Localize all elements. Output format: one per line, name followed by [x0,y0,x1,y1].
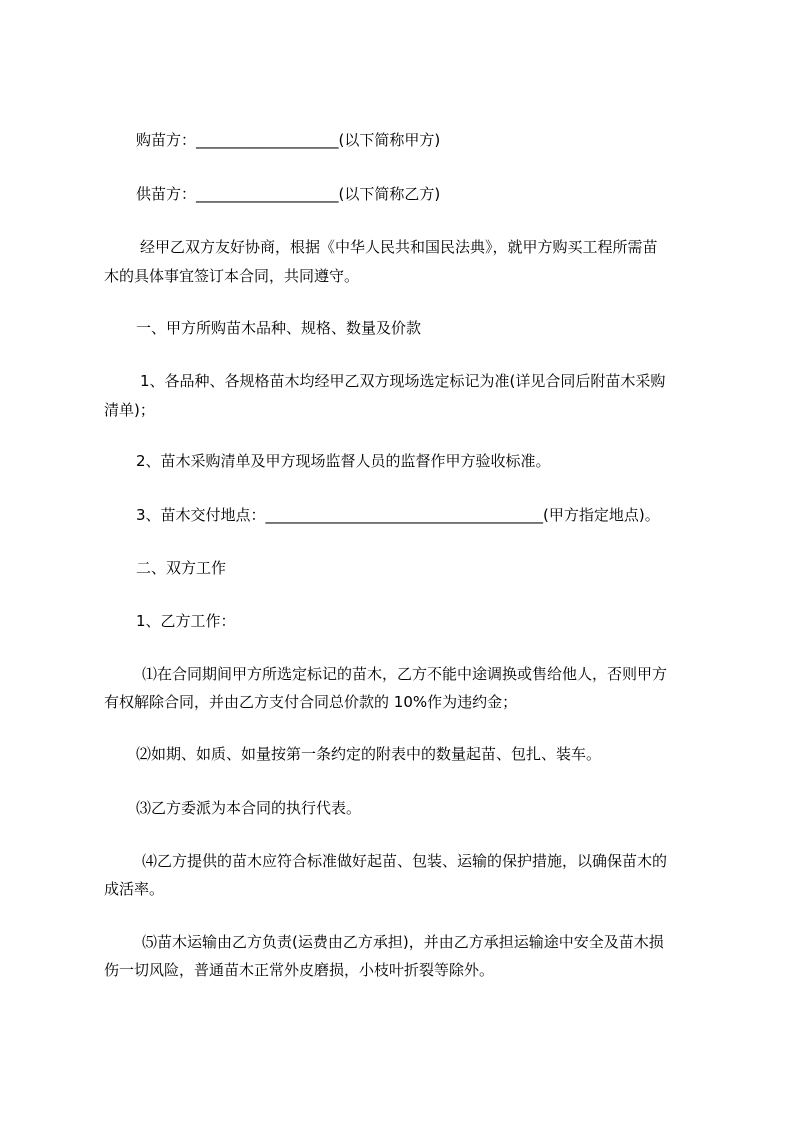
section-1-title: 一、甲方所购苗木品种、规格、数量及价款 [136,319,422,337]
s1-item1-line-2: 清单)； [104,401,155,419]
s2-sub1: 1、乙方工作： [136,612,236,630]
buyer-line: 购苗方：___________________(以下简称甲方) [136,131,441,149]
intro-line-2: 木的具体事宜签订本合同，共同遵守。 [104,267,360,285]
p4-line-2: 成活率。 [104,880,165,898]
section-2-title: 二、双方工作 [136,559,227,577]
p1-line-2: 有权解除合同，并由乙方支付合同总价款的 10%作为违约金； [104,693,518,711]
s1-item2: 2、苗木采购清单及甲方现场监督人员的监督作甲方验收标准。 [136,452,551,470]
p2: ⑵如期、如质、如量按第一条约定的附表中的数量起苗、包扎、装车。 [136,745,602,763]
p5-line-2: 伤一切风险，普通苗木正常外皮磨损，小枝叶折裂等除外。 [104,961,495,979]
p5-line-1: ⑸苗木运输由乙方负责(运费由乙方承担)，并由乙方承担运输途中安全及苗木损 [142,933,664,951]
p1-line-1: ⑴在合同期间甲方所选定标记的苗木，乙方不能中途调换或售给他人，否则甲方 [142,665,668,683]
s1-item1-line-1: 1、各品种、各规格苗木均经甲乙双方现场选定标记为准(详见合同后附苗木采购 [140,372,666,390]
s1-item3: 3、苗木交付地点：_____________________________________(甲方指定地点)。 [136,506,660,524]
p4-line-1: ⑷乙方提供的苗木应符合标准做好起苗、包装、运输的保护措施，以确保苗木的 [142,852,668,870]
intro-line-1: 经甲乙双方友好协商，根据《中华人民共和国民法典》，就甲方购买工程所需苗 [140,238,658,256]
p3: ⑶乙方委派为本合同的执行代表。 [136,799,362,817]
supplier-line: 供苗方：___________________(以下简称乙方) [136,185,441,203]
